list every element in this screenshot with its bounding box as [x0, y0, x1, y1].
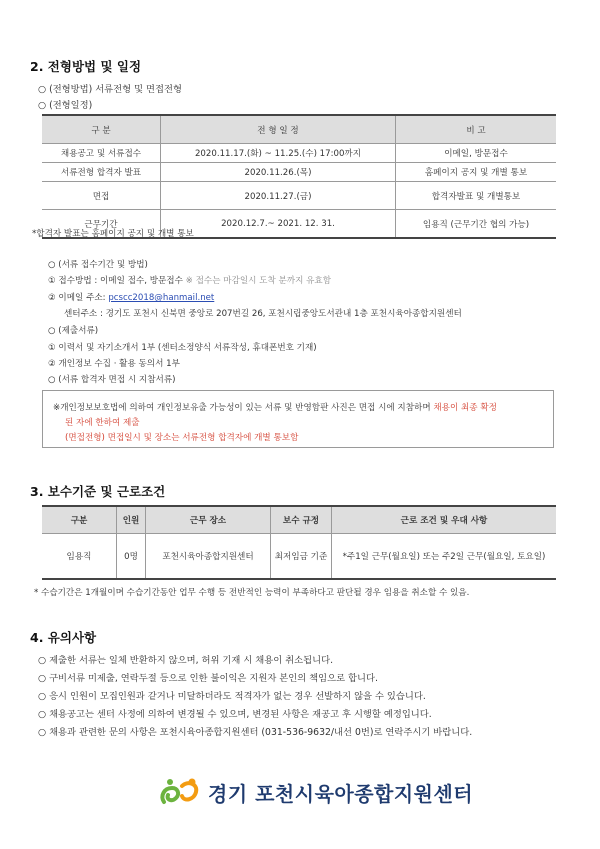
table-header-row [42, 115, 556, 144]
column-header: 구 분 [42, 115, 161, 144]
table-cell: 2020.11.27.(금) [161, 182, 396, 210]
submit-docs-title: ○ (제출서류) [48, 326, 99, 336]
column-header: 보수 규정 [271, 506, 332, 534]
table-cell: 근무기간 [42, 210, 161, 239]
caution-item: ○ 채용공고는 센터 사정에 의하여 변경될 수 있으며, 변경된 사항은 재공고 후 시행할 예정입니다. [38, 709, 432, 720]
privacy-notice-box [42, 390, 554, 448]
submit-doc-1: ① 이력서 및 자기소개서 1부 (센터소정양식 서류작성, 휴대폰번호 기재) [48, 343, 317, 353]
center-address: 센터주소 : 경기도 포천시 신북면 중앙로 207번길 26, 포천시립중앙도서관내 1층 포천시육아종합지원센터 [64, 309, 462, 319]
schedule-footnote: *합격자 발표는 홈페이지 공지 및 개별 통보 [32, 229, 194, 239]
table-row [42, 534, 556, 580]
center-logo [158, 776, 474, 810]
notice-line-1-highlight: 채용이 최종 확정 [433, 403, 497, 413]
selection-method: ○ (전형방법) 서류전형 및 면접전형 [38, 84, 182, 95]
caution-item: ○ 제출한 서류는 일체 반환하지 않으며, 허위 기재 시 채용이 취소됩니다. [38, 655, 334, 666]
column-header: 구분 [42, 506, 117, 534]
table-row [42, 182, 556, 210]
caution-item: ○ 응시 인원이 모집인원과 같거나 미달하더라도 적격자가 없는 경우 선발하지 않을 수 있습니다. [38, 691, 426, 702]
table-cell: 최저임금 기준 [271, 534, 332, 580]
center-logo-text: 경기 포천시육아종합지원센터 [208, 782, 474, 806]
table-cell: 2020.11.26.(목) [161, 163, 396, 182]
receipt-title: ○ (서류 접수기간 및 방법) [48, 260, 148, 270]
notice-line-3: (면접전형) 면접일시 및 장소는 서류전형 합격자에 개별 통보함 [65, 433, 299, 443]
column-header: 전 형 일 정 [161, 115, 396, 144]
selection-schedule-label: ○ (전형일정) [38, 100, 93, 111]
table-cell: 0명 [117, 534, 146, 580]
column-header: 근로 조건 및 우대 사항 [332, 506, 557, 534]
table-cell: *주1일 근무(월요일) 또는 주2일 근무(월요일, 토요일) [332, 534, 557, 580]
conditions-table [42, 505, 556, 580]
table-cell: 이메일, 방문접수 [396, 144, 557, 163]
table-row [42, 144, 556, 163]
table-header-row [42, 506, 556, 534]
receipt-email [48, 291, 214, 303]
table-cell: 포천시육아종합지원센터 [146, 534, 271, 580]
table-cell: 채용공고 및 서류접수 [42, 144, 161, 163]
caution-item: ○ 채용과 관련한 문의 사항은 포천시육아종합지원센터 (031-536-9632/내선 0번)로 연락주시기 바랍니다. [38, 727, 473, 738]
table-cell: 2020.11.17.(화) ~ 11.25.(수) 17:00까지 [161, 144, 396, 163]
center-logo-icon [158, 776, 202, 810]
receipt-deadline-note: ※ 접수는 마감일시 도착 분까지 유효함 [185, 276, 332, 286]
submit-doc-2: ② 개인정보 수집 · 활용 동의서 1부 [48, 359, 180, 369]
table-cell: 임용직 (근무기간 협의 가능) [396, 210, 557, 239]
probation-footnote: * 수습기간은 1개월이며 수습기간동안 업무 수행 등 전반적인 능력이 부족하다고 판단될 경우 임용을 취소할 수 있음. [34, 588, 470, 598]
column-header: 인원 [117, 506, 146, 534]
email-link[interactable]: pcscc2018@hanmail.net [108, 293, 215, 303]
section4-title: 4. 유의사항 [30, 630, 97, 645]
table-row [42, 163, 556, 182]
caution-item: ○ 구비서류 미제출, 연락두절 등으로 인한 불이익은 지원자 본인의 책임으로 합니다. [38, 673, 378, 684]
column-header: 비 고 [396, 115, 557, 144]
email-label: ② 이메일 주소: [48, 293, 109, 303]
interview-docs-title: ○ (서류 합격자 면접 시 지참서류) [48, 375, 176, 385]
section2-title: 2. 전형방법 및 일정 [30, 59, 142, 74]
table-cell: 2020.12.7.~ 2021. 12. 31. [161, 210, 396, 239]
notice-line-1-text: ※개인정보보호법에 의하여 개인정보유출 가능성이 있는 서류 및 반영함판 사진은 면접 시에 지참하며 [53, 403, 434, 413]
receipt-method [48, 274, 331, 286]
column-header: 근무 장소 [146, 506, 271, 534]
schedule-table [42, 114, 556, 239]
table-cell: 면접 [42, 182, 161, 210]
notice-line-2: 된 자에 한하여 제출 [65, 418, 140, 428]
table-cell: 임용직 [42, 534, 117, 580]
table-cell: 합격자발표 및 개별통보 [396, 182, 557, 210]
notice-line-1 [53, 401, 497, 413]
section3-title: 3. 보수기준 및 근로조건 [30, 484, 166, 499]
receipt-method-text: ① 접수방법 : 이메일 접수, 방문접수 [48, 276, 183, 286]
table-cell: 서류전형 합격자 발표 [42, 163, 161, 182]
table-cell: 홈페이지 공지 및 개별 통보 [396, 163, 557, 182]
